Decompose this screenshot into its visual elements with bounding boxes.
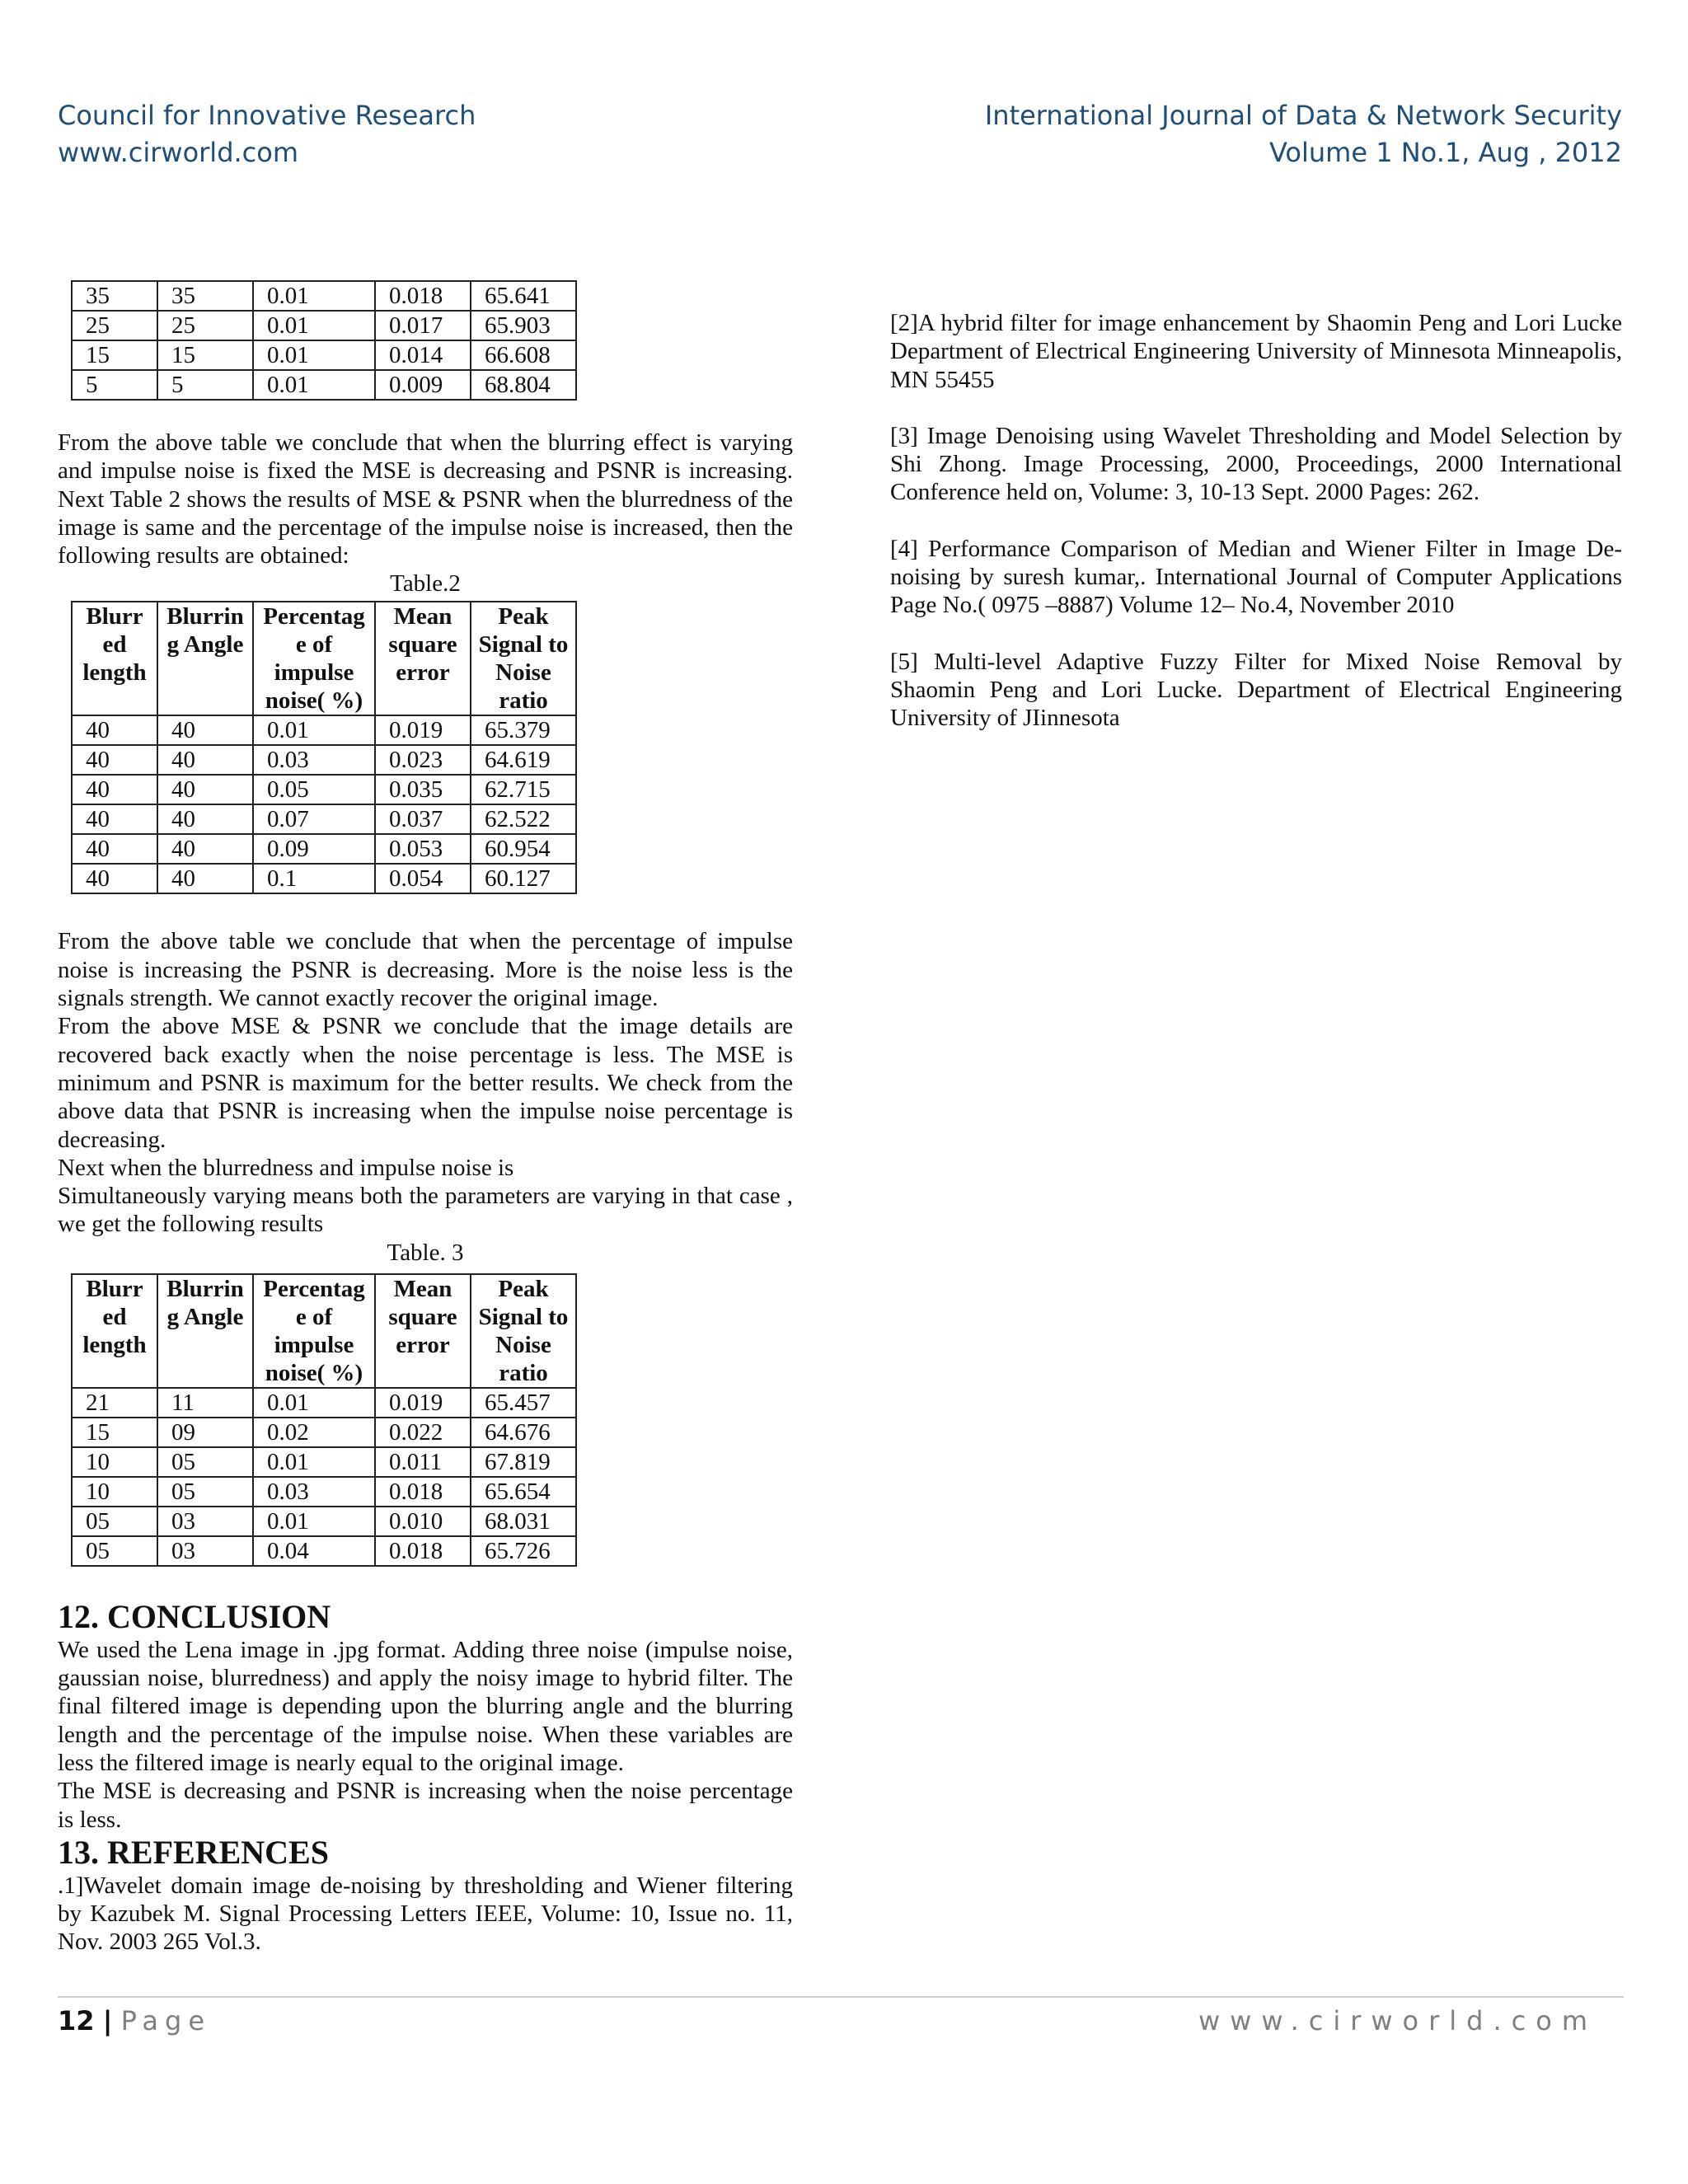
paragraph: Next when the blurredness and impulse noise is — [58, 1154, 514, 1181]
table-cell: 10 — [72, 1477, 157, 1507]
table-cell: 40 — [157, 715, 253, 745]
table-cell: 25 — [157, 311, 253, 340]
table-cell: 40 — [72, 745, 157, 775]
publisher-name: Council for Innovative Research — [58, 100, 476, 131]
table-cell: 40 — [72, 775, 157, 804]
table1-continuation — [71, 280, 577, 401]
table-cell: 67.819 — [471, 1447, 576, 1477]
table-row — [72, 281, 576, 311]
section-heading-conclusion: 12. CONCLUSION — [58, 1597, 331, 1635]
publisher-url: www.cirworld.com — [58, 137, 299, 168]
column-header: Peak Signal to Noise ratio — [471, 602, 576, 715]
table-row — [72, 1507, 576, 1536]
table-caption: Table. 3 — [387, 1239, 464, 1266]
table-cell: 15 — [157, 340, 253, 370]
table-cell: 0.01 — [253, 1388, 375, 1418]
table-cell: 0.02 — [253, 1418, 375, 1447]
table-cell: 66.608 — [471, 340, 576, 370]
table-cell: 05 — [157, 1477, 253, 1507]
running-header-right — [985, 97, 1622, 171]
reference-item: [3] Image Denoising using Wavelet Thresholding and Model Selection by Shi Zhong. Image Processing, 2000, Proceedings, 2000 International Conference held on, Volume: 3, 10-13 Sept. 2000 Pages: 262. — [890, 422, 1622, 506]
paragraph: From the above table we conclude that when the percentage of impulse noise is increasing the PSNR is decreasing. More is the noise less is the signals strength. We cannot exactly recover the original image. — [58, 928, 793, 1012]
table-cell: 35 — [157, 281, 253, 311]
column-header: Blurrin g Angle — [157, 602, 253, 715]
table-cell: 0.019 — [375, 715, 471, 745]
table-row — [72, 775, 576, 804]
table-cell: 0.054 — [375, 864, 471, 893]
table-cell: 0.022 — [375, 1418, 471, 1447]
table-cell: 21 — [72, 1388, 157, 1418]
table-cell: 0.01 — [253, 281, 375, 311]
table-cell: 65.654 — [471, 1477, 576, 1507]
table-cell: 0.035 — [375, 775, 471, 804]
left-column — [58, 280, 793, 1957]
table-cell: 65.641 — [471, 281, 576, 311]
table-cell: 68.031 — [471, 1507, 576, 1536]
table-cell: 03 — [157, 1507, 253, 1536]
table-cell: 0.03 — [253, 1477, 375, 1507]
paragraph: From the above table we conclude that when the blurring effect is varying and impulse noise is fixed the MSE is decreasing and PSNR is increasing. Next Table 2 shows the results of MSE & PSNR when the blurredness of the image is same and the percentage of the impulse noise is increased, then the following results are obtained: — [58, 429, 793, 569]
table-cell: 0.01 — [253, 715, 375, 745]
table-cell: 10 — [72, 1447, 157, 1477]
table-cell: 0.053 — [375, 834, 471, 864]
footer-site-url: www.cirworld.com — [1198, 2005, 1597, 2036]
column-header: Blurr ed length — [72, 602, 157, 715]
footer-divider — [58, 1996, 1624, 1998]
table-cell: 0.1 — [253, 864, 375, 893]
page-number — [58, 2003, 211, 2039]
table-cell: 25 — [72, 311, 157, 340]
table-cell: 40 — [157, 775, 253, 804]
paragraph: From the above MSE & PSNR we conclude that the image details are recovered back exactly when the noise percentage is less. The MSE is minimum and PSNR is maximum for the better results. We check from the above data that PSNR is increasing when the impulse noise percentage is decreasing. — [58, 1013, 793, 1153]
table-cell: 15 — [72, 340, 157, 370]
table-cell: 0.09 — [253, 834, 375, 864]
table-cell: 05 — [72, 1507, 157, 1536]
column-header: Mean square error — [375, 602, 471, 715]
journal-volume: Volume 1 No.1, Aug , 2012 — [1269, 137, 1622, 168]
table-cell: 0.018 — [375, 1536, 471, 1566]
table-cell: 0.01 — [253, 1507, 375, 1536]
table-cell: 35 — [72, 281, 157, 311]
table-cell: 0.011 — [375, 1447, 471, 1477]
section-heading-references: 13. REFERENCES — [58, 1833, 329, 1871]
column-header: Blurrin g Angle — [157, 1274, 253, 1388]
table-cell: 0.018 — [375, 281, 471, 311]
reference-item: [4] Performance Comparison of Median and Wiener Filter in Image De-noising by suresh kumar,. International Journal of Computer Applications Page No.( 0975 –8887) Volume 12– No.4, November 2010 — [890, 535, 1622, 619]
table-cell: 0.019 — [375, 1388, 471, 1418]
table-cell: 0.014 — [375, 340, 471, 370]
table-cell: 0.009 — [375, 370, 471, 400]
table-cell: 0.01 — [253, 1447, 375, 1477]
table-row — [72, 715, 576, 745]
table-row — [72, 745, 576, 775]
table-cell: 60.127 — [471, 864, 576, 893]
table-row — [72, 370, 576, 400]
column-header: Percentag e of impulse noise( %) — [253, 602, 375, 715]
table-cell: 0.010 — [375, 1507, 471, 1536]
column-header: Blurr ed length — [72, 1274, 157, 1388]
table-cell: 05 — [72, 1536, 157, 1566]
table-cell: 40 — [72, 804, 157, 834]
table-row — [72, 1388, 576, 1418]
table3 — [71, 1273, 577, 1567]
paragraph: The MSE is decreasing and PSNR is increasing when the noise percentage is less. — [58, 1778, 793, 1833]
table-cell: 40 — [72, 834, 157, 864]
table-cell: 65.903 — [471, 311, 576, 340]
table-cell: 0.018 — [375, 1477, 471, 1507]
table-row — [72, 834, 576, 864]
table-cell: 65.379 — [471, 715, 576, 745]
table-cell: 11 — [157, 1388, 253, 1418]
page-number-value: 12 — [58, 2005, 95, 2036]
table-cell: 0.04 — [253, 1536, 375, 1566]
table2 — [71, 601, 577, 894]
table-cell: 40 — [72, 864, 157, 893]
column-header: Mean square error — [375, 1274, 471, 1388]
table-cell: 0.03 — [253, 745, 375, 775]
table-cell: 05 — [157, 1447, 253, 1477]
table-cell: 64.619 — [471, 745, 576, 775]
table-cell: 0.05 — [253, 775, 375, 804]
table-cell: 5 — [157, 370, 253, 400]
table-header-row — [72, 1274, 576, 1388]
table-cell: 68.804 — [471, 370, 576, 400]
table-cell: 0.01 — [253, 370, 375, 400]
table-cell: 65.726 — [471, 1536, 576, 1566]
running-header-left — [58, 97, 476, 171]
table-row — [72, 1447, 576, 1477]
table-cell: 40 — [157, 834, 253, 864]
table-row — [72, 340, 576, 370]
table-row — [72, 311, 576, 340]
table-header-row — [72, 602, 576, 715]
table-cell: 65.457 — [471, 1388, 576, 1418]
table-cell: 40 — [157, 804, 253, 834]
right-column — [890, 309, 1622, 761]
table-cell: 0.01 — [253, 340, 375, 370]
table-row — [72, 1477, 576, 1507]
reference-item: [5] Multi-level Adaptive Fuzzy Filter for Mixed Noise Removal by Shaomin Peng and Lori Lucke. Department of Electrical Engineering University of JIinnesota — [890, 648, 1622, 732]
table-cell: 62.715 — [471, 775, 576, 804]
page-separator: | — [102, 2005, 113, 2036]
table-cell: 03 — [157, 1536, 253, 1566]
table-cell: 40 — [157, 745, 253, 775]
table-cell: 0.01 — [253, 311, 375, 340]
table-cell: 5 — [72, 370, 157, 400]
paragraph: We used the Lena image in .jpg format. Adding three noise (impulse noise, gaussian noise, blurredness) and apply the noisy image to hybrid filter. The final filtered image is depending upon the blurring angle and the blurring length and the percentage of the impulse noise. When these variables are less the filtered image is nearly equal to the original image. — [58, 1636, 793, 1776]
table-cell: 60.954 — [471, 834, 576, 864]
page-word: Page — [120, 2005, 212, 2036]
table-cell: 0.017 — [375, 311, 471, 340]
table-cell: 15 — [72, 1418, 157, 1447]
table-row — [72, 864, 576, 893]
table-cell: 0.07 — [253, 804, 375, 834]
table-cell: 09 — [157, 1418, 253, 1447]
journal-name: International Journal of Data & Network Security — [984, 100, 1622, 131]
table-cell: 62.522 — [471, 804, 576, 834]
paragraph: Simultaneously varying means both the parameters are varying in that case , we get the following results — [58, 1183, 793, 1238]
column-header: Percentag e of impulse noise( %) — [253, 1274, 375, 1388]
reference-item: [2]A hybrid filter for image enhancement by Shaomin Peng and Lori Lucke Department of Electrical Engineering University of Minnesota Minneapolis, MN 55455 — [890, 310, 1622, 393]
table-cell: 40 — [72, 715, 157, 745]
reference-item: .1]Wavelet domain image de-noising by thresholding and Wiener filtering by Kazubek M. Signal Processing Letters IEEE, Volume: 10, Issue no. 11, Nov. 2003 265 Vol.3. — [58, 1872, 793, 1956]
table-row — [72, 1418, 576, 1447]
table-cell: 64.676 — [471, 1418, 576, 1447]
table-row — [72, 804, 576, 834]
column-header: Peak Signal to Noise ratio — [471, 1274, 576, 1388]
table-cell: 40 — [157, 864, 253, 893]
table-row — [72, 1536, 576, 1566]
table-caption: Table.2 — [390, 570, 461, 598]
table-cell: 0.037 — [375, 804, 471, 834]
table-cell: 0.023 — [375, 745, 471, 775]
